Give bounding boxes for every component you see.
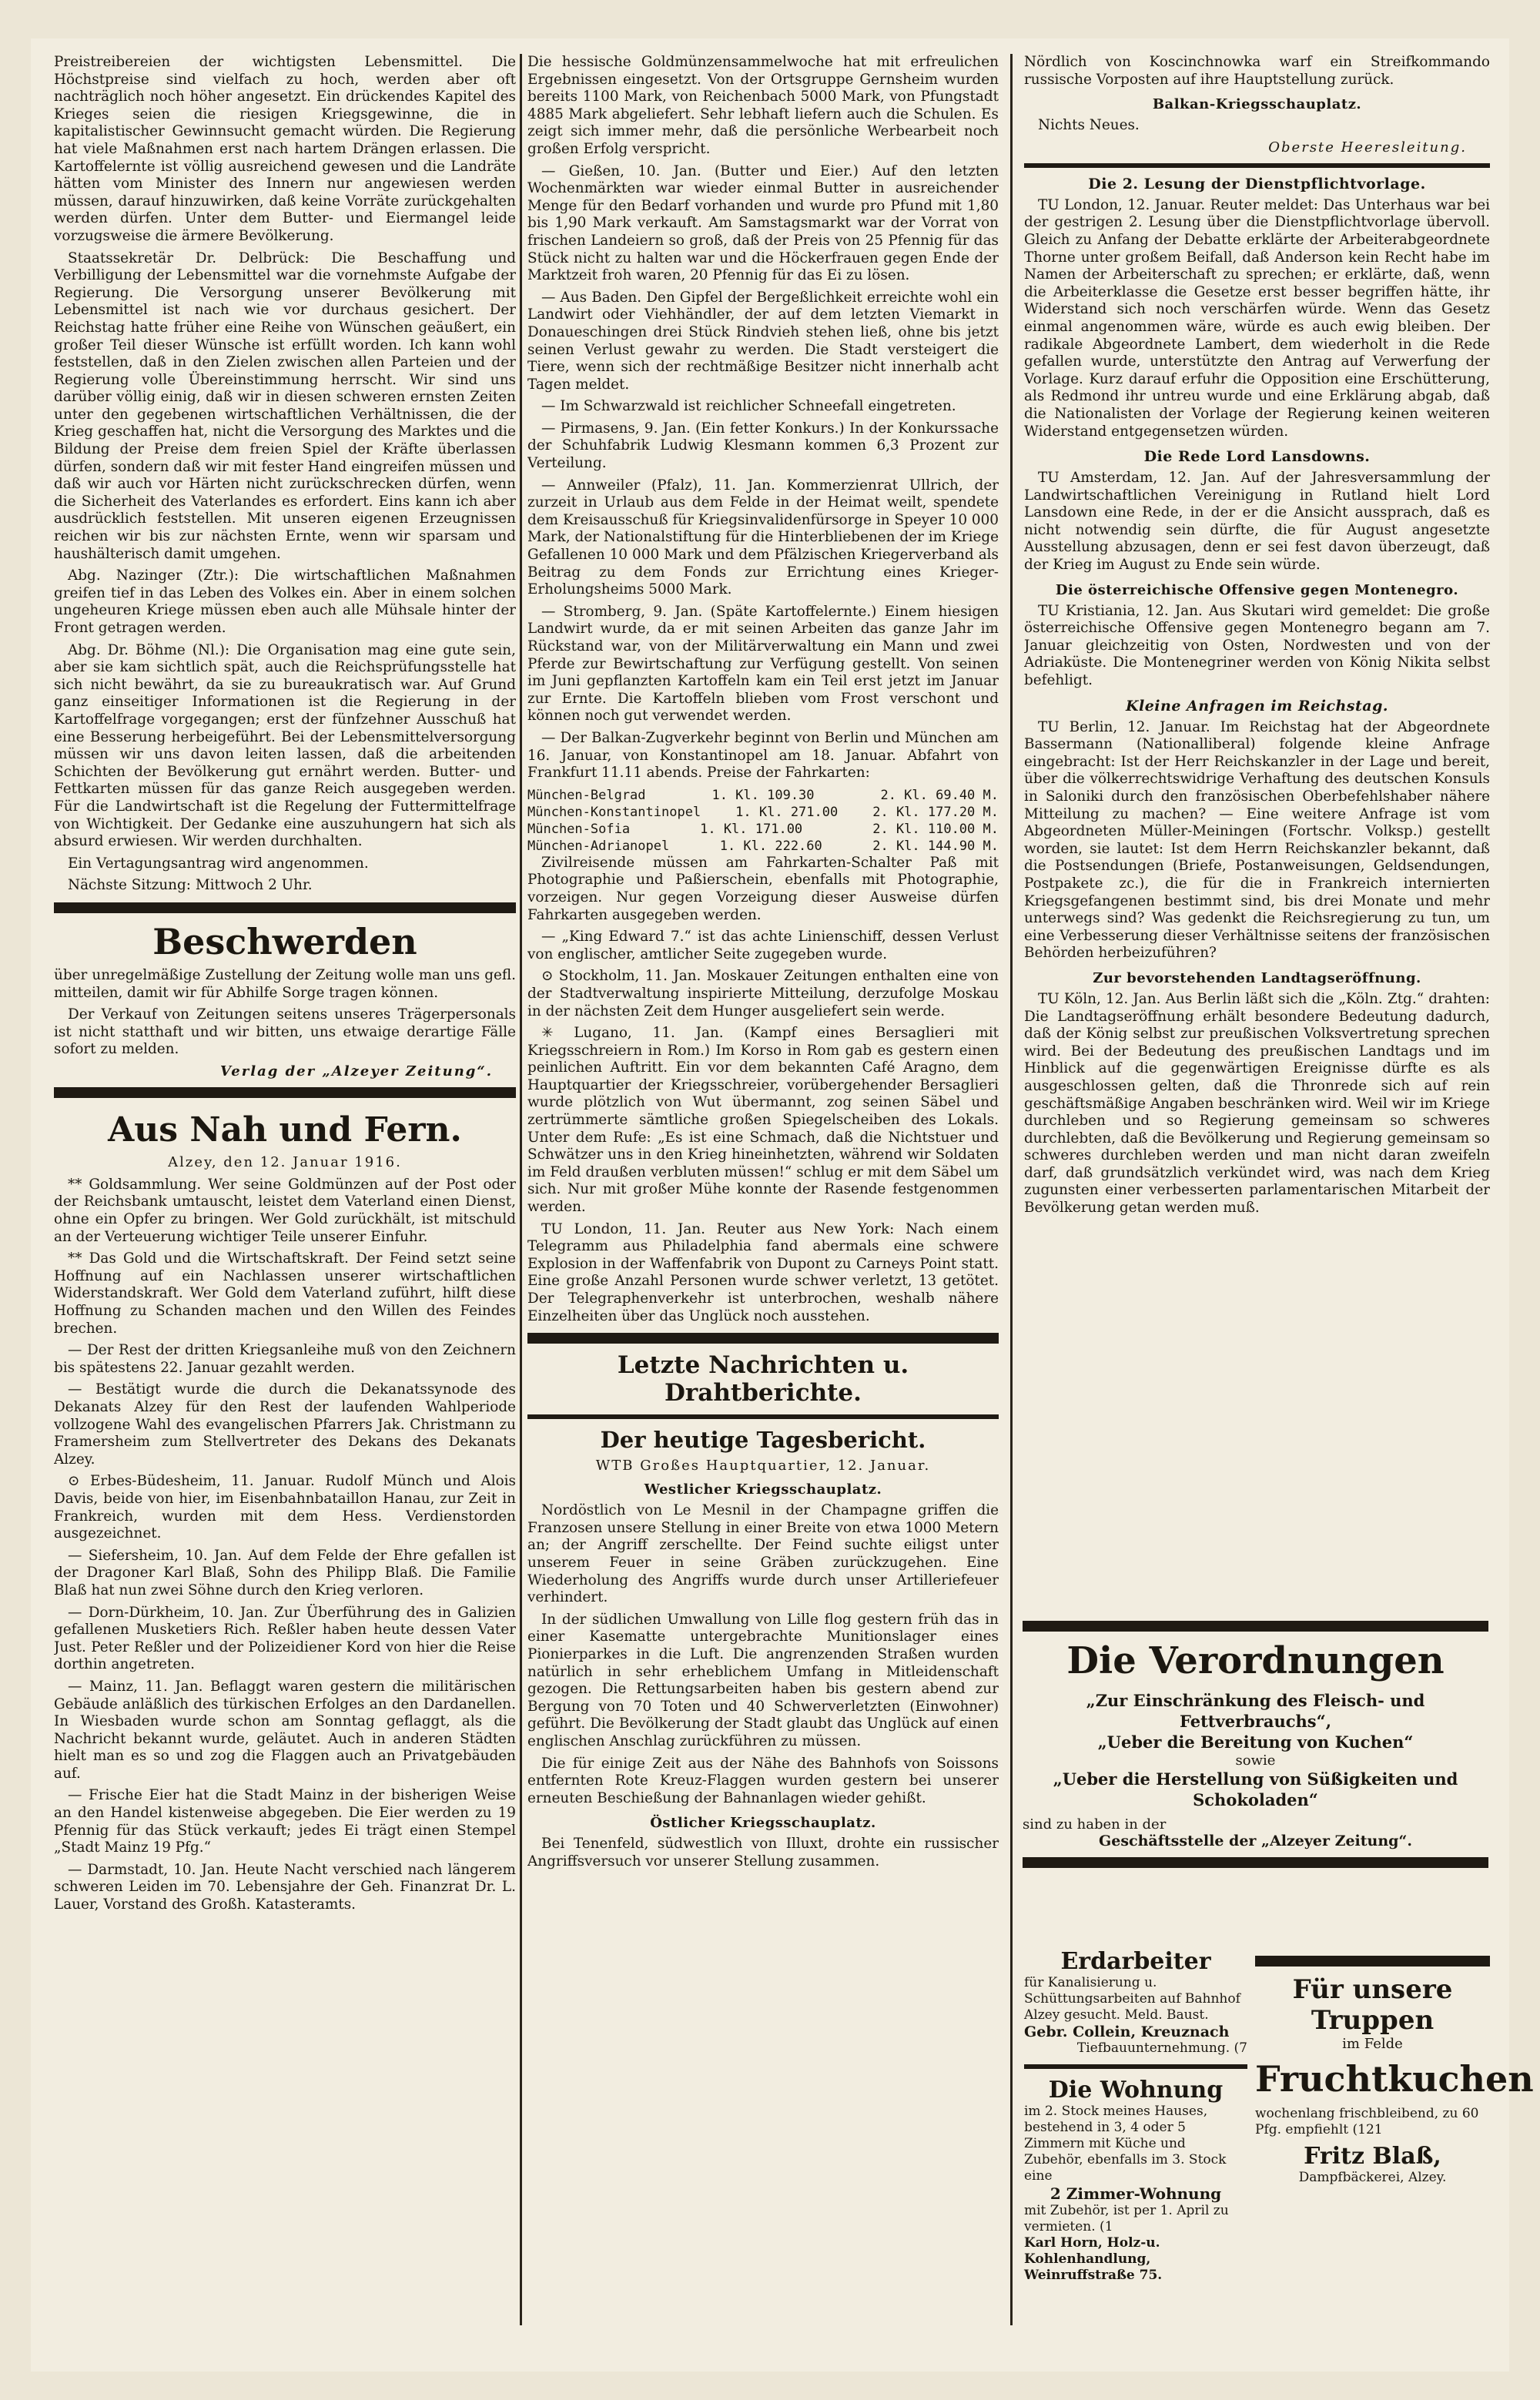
news-item: Nördlich von Koscinchnowka warf ein Streifkommando russische Vorposten auf ihre Hauptstellung zurück. — [1024, 54, 1490, 88]
news-item: TU London, 11. Jan. Reuter aus New York: Nach einem Telegramm aus Philadelphia fand abermals eine schwere Explosion in der Waffenfabrik von Dupont zu Carneys Point statt. Eine große Anzahl Personen wurde schwer verletzt, 13 getötet. Der Telegraphenverkehr ist unterbrochen, weshalb nähere Einzelheiten über das Unglück noch ausstehen. — [527, 1220, 999, 1324]
news-item: — Mainz, 11. Jan. Beflaggt waren gestern die militärischen Gebäude anläßlich des türkischen Erfolges an den Dardanellen. In Wiesbaden wurde schon am Sonntag geflaggt, als die Nachricht bekannt wurde, geläutet. Auch in anderen Städten hielt man es so und zog die Flaggen auch an Privatgebäuden auf. — [54, 1678, 516, 1782]
verordnung-item: „Ueber die Herstellung von Süßigkeiten und Schokoladen“ — [1053, 1769, 1458, 1809]
article-paragraph: Abg. Dr. Böhme (Nl.): Die Organisation mag eine gute sein, aber sie kam sichtlich spät, auch die Reichsprüfungsstelle hat sich nicht bewährt, da sie zu bureaukratisch war. Auf Grund ganz einseitiger Informationen ist die Regierung in der Kartoffelfrage vorgegangen; erst der fünfzehner Ausschuß hat eine Besserung herbeigeführt. Bei der Lebensmittelversorgung müssen wir uns davon leiten lassen, daß die arbeitenden Schichten der Bevölkerung gut ernährt werden. Butter- und Fettkarten müssen für das ganze Reich ausgegeben werden. Für die Landwirtschaft ist die Regelung der Futtermittelfrage von Wichtigkeit. Der Gedanke eine auszuhungern hat sich als absurd erwiesen. Wir werden durchhalten. — [54, 641, 516, 850]
news-item: In der südlichen Umwallung von Lille flog gestern früh das in einer Kasematte untergebrachte Munitionslager eines Pionierparkes in die Luft. Die angrenzenden Straßen wurden natürlich in sehr erheblichem Umfang in Mitleidenschaft gezogen. Die Rettungsarbeiten haben bis gestern abend zur Bergung von 70 Toten und 40 Schwerverletzten (Einwohner) geführt. Die Bevölkerung der Stadt glaubt das Unglück auf einen englischen Anschlag zurückführen zu müssen. — [527, 1611, 999, 1749]
fare-row: München-Belgrad 1. Kl. 109.30 2. Kl. 69.40 M. — [527, 787, 999, 803]
divider — [1024, 2064, 1247, 2069]
article-paragraph: Nächste Sitzung: Mittwoch 2 Uhr. — [68, 877, 313, 894]
section-heading: Die Rede Lord Lansdowns. — [1143, 448, 1371, 466]
divider — [1023, 1857, 1488, 1868]
section-heading: Kleine Anfragen im Reichstag. — [1125, 697, 1388, 715]
news-item: — Stromberg, 9. Jan. (Späte Kartoffelernte.) Einem hiesigen Landwirt wurde, da er mit seinen Arbeiten das ganze Jahr im Rückstand war, von der Militärverwaltung ein Mann und zwei Pferde zur Bewirtschaftung zur Verfügung gestellt. Von seinen im Juni gepflanzten Kartoffeln kam ein Teil erst jetzt im Januar zur Ernte. Die Kartoffeln blieben vom Frost verschont und können noch gut verwendet werden. — [527, 603, 999, 725]
beschwerden-text: über unregelmäßige Zustellung der Zeitung wolle man uns gefl. mitteilen, damit wir für Abhilfe Sorge tragen können. — [54, 966, 516, 1001]
news-item: TU Berlin, 12. Januar. Im Reichstag hat der Abgeordnete Bassermann (Nationalliberal) folgende kleine Anfrage eingebracht: Ist der Herr Reichskanzler in der Lage und bereit, über die völkerrechtswidrige Verhaftung des deutschen Konsuls in Saloniki durch den französischen Oberbefehlshaber nähere Mitteilung zu machen? — Eine weitere Anfrage ist vom Abgeordneten Müller-Meiningen (Fortschr. Volksp.) gestellt worden, sie lautet: Ist dem Herrn Reichskanzler bekannt, daß die Postsendungen (Briefe, Postanweisungen, Geldsendungen, Postpakete zc.), die für die in Frankreich internierten Kriegsgefangenen bestimmt sind, bis drei Monate und mehr unterwegs sind? Was gedenkt die Reichsregierung zu tun, um eine Verbesserung dieser Verhältnisse seitens der französischen Behörden herbeizuführen? — [1024, 718, 1490, 962]
news-item: ** Goldsammlung. Wer seine Goldmünzen auf der Post oder der Reichsbank umtauscht, leistet dem Vaterland einen Dienst, ohne ein Opfer zu bringen. Wer Gold zurückhält, ist mitschuld an der Verteuerung wichtiger Teile unserer Einfuhr. — [54, 1176, 516, 1245]
dateline: WTB Großes Hauptquartier, 12. Januar. — [595, 1458, 931, 1474]
ad-highlight: 2 Zimmer-Wohnung — [1050, 2184, 1222, 2203]
divider — [1024, 163, 1490, 168]
fruchtkuchen-ad — [1255, 1948, 1534, 2186]
ad-text: im 2. Stock meines Hauses, bestehend in 3, 4 oder 5 Zimmern mit Küche und Zubehör, ebenfalls im 3. Stock eine — [1024, 2104, 1227, 2184]
news-item: Die hessische Goldmünzensammelwoche hat mit erfreulichen Ergebnissen eingesetzt. Von der Ortsgruppe Gernsheim wurden bereits 1100 Mark, von Reichenbach 5000 Mark, von Pfungstadt 4885 Mark abgeliefert. Sehr lebhaft liefern auch die Schulen. Es zeigt sich immer mehr, daß die persönliche Werbearbeit noch großen Erfolg verspricht. — [527, 54, 999, 157]
ad-name: Karl Horn, Holz-u. Kohlenhandlung, Weinruffstraße 75. — [1024, 2235, 1163, 2283]
column-1 — [54, 54, 516, 1919]
news-item: — Annweiler (Pfalz), 11. Jan. Kommerzienrat Ullrich, der zurzeit in Urlaub aus dem Felde in der Heimat weilt, spendete dem Kreisausschuß für Kriegsinvalidenfürsorge in Speyer 10 000 Mark, der Nationalstiftung für die Hinterbliebenen der im Kriege Gefallenen 10 000 Mark und dem Pfälzischen Kriegerverband als Beitrag zu dem Fonds zur Errichtung eines Krieger-Erholungsheims 5000 Mark. — [527, 477, 999, 598]
ad-text: für Kanalisierung u. Schüttungsarbeiten auf Bahnhof Alzey gesucht. Meld. Baust. — [1024, 1975, 1240, 2023]
verordnung-item: „Zur Einschränkung des Fleisch- und Fettverbrauchs“, — [1086, 1691, 1425, 1731]
news-item: — Frische Eier hat die Stadt Mainz in der bisherigen Weise an den Handel kistenweise abgegeben. Die Eier werden zu 19 Pfennig für das Stück verkauft; jedes Ei trägt einen Stempel „Stadt Mainz 19 Pfg.“ — [54, 1787, 516, 1856]
signature: Oberste Heeresleitung. — [1268, 139, 1467, 156]
news-item: Bei Tenenfeld, südwestlich von Illuxt, drohte ein russischer Angriffsversuch vor unserer Stellung zusammen. — [527, 1836, 999, 1869]
news-item: ✳ Lugano, 11. Jan. (Kampf eines Bersaglieri mit Kriegsschreiern in Rom.) Im Korso in Rom gab es gestern einen peinlichen Auftritt. Ein vor dem bekannten Café Aragno, dem Hauptquartier der Kriegsschreier, vorübergehender Bersaglieri wurde plötzlich von Wut übermannt, zog seinen Säbel und zertrümmerte sämtliche großen Spiegelscheiben des Lokals. Unter dem Rufe: „Es ist eine Schmach, daß die Nichtstuer und Schwätzer uns in den Krieg hineinhetzten, während wir Soldaten im Feld draußen verbluten müssen!“ schlug er mit dem Säbel um sich. Nur mit großer Mühe konnte der Rasende festgenommen werden. — [527, 1025, 999, 1216]
divider — [527, 1414, 999, 1419]
news-item: ⊙ Stockholm, 11. Jan. Moskauer Zeitungen enthalten eine von der Stadtverwaltung inspirierte Mitteilung, derzufolge Moskau in der nächsten Zeit dem Hunger ausgeliefert sein werde. — [527, 968, 999, 1019]
news-item: Die für einige Zeit aus der Nähe des Bahnhofs von Soissons entfernten Rote Kreuz-Flaggen wurden gestern bei unserer erneuten Beschießung der Bahnanlagen wieder gehißt. — [527, 1755, 999, 1806]
column-3 — [1024, 54, 1490, 1632]
article-paragraph: Staatssekretär Dr. Delbrück: Die Beschaffung und Verbilligung der Lebensmittel war die vornehmste Aufgabe der Regierung. Die Versorgung unserer Bevölkerung mit Lebensmittel ist nach wie vor durchaus gesichert. Der Reichstag hatte früher eine Reihe von Wünschen geäußert, ein großer Teil dieser Wünsche ist erfüllt worden. Ich kann wohl feststellen, daß in den Zielen zwischen allen Parteien und der Regierung volle Übereinstimmung herrscht. Wir sind uns darüber völlig einig, daß wir in diesen schweren ernsten Zeiten unter den gegebenen wirtschaftlichen Verhältnissen, die der Krieg geschaffen hat, nicht die Versorgung des Marktes und die Bildung der Preise dem freien Spiel der Kräfte überlassen dürfen, sondern daß wir mit fester Hand eingreifen müssen und daß wir auch vor Härten nicht zurückschrecken dürfen, wenn die Sicherheit des Vaterlandes es erfordert. Eins kann ich aber ausdrücklich feststellen. Mit unseren eigenen Erzeugnissen reichen wir bis zur nächsten Ernte, wenn wir sparsam und haushälterisch damit umgehen. — [54, 249, 516, 562]
ad-title: Erdarbeiter — [1060, 1948, 1211, 1975]
ad-text: mit Zubehör, ist per 1. April zu vermieten. (1 — [1024, 2203, 1229, 2234]
news-item: — Siefersheim, 10. Jan. Auf dem Felde der Ehre gefallen ist der Dragoner Karl Blaß, Sohn des Philipp Blaß. Die Familie Blaß hat nun zwei Söhne durch den Krieg verloren. — [54, 1547, 516, 1598]
news-item: — „King Edward 7.“ ist das achte Linienschiff, dessen Verlust von englischer, amtlicher Seite zugegeben wurde. — [527, 929, 999, 962]
ad-sub: im Felde — [1342, 2036, 1403, 2052]
ad-sub: Dampfbäckerei, Alzey. — [1298, 2170, 1447, 2185]
section-heading: Östlicher Kriegsschauplatz. — [650, 1815, 876, 1832]
nah-fern-title: Aus Nah und Fern. — [108, 1110, 462, 1150]
fare-table — [527, 787, 999, 855]
article-paragraph: Ein Vertagungsantrag wird angenommen. — [68, 855, 369, 872]
beschwerden-title: Beschwerden — [152, 920, 417, 962]
ad-text: wochenlang frischbleibend, zu 60 Pfg. empfiehlt (121 — [1255, 2106, 1479, 2137]
news-item: — Der Balkan-Zugverkehr beginnt von Berlin und München am 16. Januar, von Konstantinopel am 18. Januar. Abfahrt von Frankfurt 11.11 abends. Preise der Fahrkarten: — [527, 729, 999, 782]
news-item: TU London, 12. Januar. Reuter meldet: Das Unterhaus war bei der gestrigen 2. Lesung über die Dienstpflichtvorlage übervoll. Gleich zu Anfang der Debatte erklärte der Arbeiterabgeordnete Thorne unter großem Beifall, daß Anderson kein Recht habe im Namen der Arbeiterschaft zu sprechen; er erklärte, daß, wenn die Arbeiterklasse die Gesetze erst besser begriffen hätte, ihr Widerstand sich noch verschärfen würde. Wenn das Gesetz einmal angenommen wäre, würde es auch ewig bleiben. Der radikale Abgeordnete Lambert, dem wiederholt in die Rede gefallen wurde, unterstützte den Antrag auf Verwerfung der Vorlage. Kurz darauf erfuhr die Opposition eine Erschütterung, als Redmond ihr untreu wurde und eine Erklärung abgab, daß die Nationalisten der Vorlage der Regierung keinen weiteren Widerstand entgegensetzen würden. — [1024, 196, 1490, 440]
ad-title: Für unsere Truppen — [1292, 1974, 1453, 2036]
news-item: — Dorn-Dürkheim, 10. Jan. Zur Überführung des in Galizien gefallenen Musketiers Rich. Reßler haben heute dessen Vater Just. Peter Reßler und der Polizeidiener Kord von hier die Reise dorthin angetreten. — [54, 1604, 516, 1673]
verkauf-text: Der Verkauf von Zeitungen seitens unseres Trägerpersonals ist nicht statthaft und wir bitten, uns etwaige derartige Fälle sofort zu melden. — [54, 1006, 516, 1058]
news-item: ⊙ Erbes-Büdesheim, 11. Januar. Rudolf Münch und Alois Davis, beide von hier, im Eisenbahnbataillon Hanau, zur Zeit in Frankreich, wurden mit dem Hess. Verdienstorden ausgezeichnet. — [54, 1473, 516, 1542]
verordnung-item: „Ueber die Bereitung von Kuchen“ — [1097, 1732, 1414, 1752]
section-heading: Westlicher Kriegsschauplatz. — [644, 1481, 882, 1498]
divider — [527, 1333, 999, 1344]
verordnungen-ad — [1023, 1613, 1488, 1944]
column-rule — [1010, 54, 1013, 2325]
news-item: — Im Schwarzwald ist reichlicher Schneefall eingetreten. — [541, 398, 956, 415]
column-2 — [527, 54, 999, 1875]
verordnung-sowie: sowie — [1235, 1752, 1276, 1769]
verlag-signature: Verlag der „Alzeyer Zeitung“. — [219, 1063, 493, 1079]
ad-title: Fruchtkuchen — [1255, 2058, 1534, 2100]
letzte-nachrichten-title: Letzte Nachrichten u. Drahtberichte. — [617, 1351, 909, 1408]
article-paragraph: Preistreibereien der wichtigsten Lebensmittel. Die Höchstpreise sind vielfach zu hoch, werden aber oft nachträglich noch höher angesetzt. Ein drückendes Kapitel des Krieges seien die riesigen Kriegsgewinne, die in kapitalistischer Gewinnsucht gemacht würden. Die Regierung hat viele Maßnahmen erst nach hartem Drängen erlassen. Die Kartoffelernte ist völlig ausreichend gewesen und die Landräte hätten vom Minister des Innern nur angewiesen werden müssen, darauf hinzuwirken, daß keine Vorräte zurückgehalten werden dürfen. Unter dem Butter- und Eiermangel leide vorzugsweise die ärmere Bevölkerung. — [54, 54, 516, 244]
fare-row: München-Konstantinopel 1. Kl. 271.00 2. Kl. 177.20 M. — [527, 804, 999, 820]
section-heading: Die 2. Lesung der Dienstpflichtvorlage. — [1088, 175, 1426, 192]
verordnung-place: Geschäftsstelle der „Alzeyer Zeitung“. — [1099, 1833, 1412, 1849]
dateline: Alzey, den 12. Januar 1916. — [168, 1153, 402, 1170]
section-heading: Die österreichische Offensive gegen Montenegro. — [1055, 581, 1459, 598]
ad-sub: Tiefbauunternehmung. (7 — [1076, 2040, 1247, 2056]
tagesbericht-title: Der heutige Tagesbericht. — [600, 1427, 926, 1454]
section-heading: Zur bevorstehenden Landtagseröffnung. — [1093, 969, 1421, 986]
news-item: — Darmstadt, 10. Jan. Heute Nacht verschied nach längerem schweren Leiden im 70. Lebensjahre der Geh. Finanzrat Dr. L. Lauer, Vorstand des Großh. Katasteramts. — [54, 1861, 516, 1913]
verordnungen-title: Die Verordnungen — [1066, 1639, 1445, 1682]
column-rule — [520, 54, 522, 2325]
divider — [1023, 1621, 1488, 1632]
news-item: ** Das Gold und die Wirtschaftskraft. Der Feind setzt seine Hoffnung auf ein Nachlassen unserer wirtschaftlichen Widerstandskraft. Wer Gold dem Vaterland zuführt, hilft diese Hoffnung zu Schanden machen und den Willen des Feindes brechen. — [54, 1250, 516, 1337]
news-item: TU Amsterdam, 12. Jan. Auf der Jahresversammlung der Landwirtschaftlichen Vereinigung in Rutland hielt Lord Lansdown eine Rede, in der er die Ansicht aussprach, daß es nicht notwendig sein dürfte, die für August angesetzte Ausstellung abzusagen, denn er sei fest davon überzeugt, daß der Krieg im August zu Ende sein würde. — [1024, 470, 1490, 574]
ad-name: Fritz Blaß, — [1304, 2143, 1441, 2170]
fare-row: München-Adrianopel 1. Kl. 222.60 2. Kl. 144.90 M. — [527, 838, 999, 854]
news-item: Nordöstlich von Le Mesnil in der Champagne griffen die Franzosen unsere Stellung in einer Breite von etwa 1000 Metern an; der Angriff zerschellte. Der Feind suchte eiligst unter unserem Feuer in seine Gräben zurückzugehen. Eine Wiederholung des Angriffs wurde durch unser Artilleriefeuer verhindert. — [527, 1502, 999, 1606]
news-item: — Der Rest der dritten Kriegsanleihe muß von den Zeichnern bis spätestens 22. Januar gezahlt werden. — [54, 1342, 516, 1376]
ad-firm: Gebr. Collein, Kreuznach — [1024, 2023, 1230, 2040]
divider — [54, 1087, 516, 1098]
news-item: Nichts Neues. — [1038, 117, 1140, 134]
news-item: — Pirmasens, 9. Jan. (Ein fetter Konkurs.) In der Konkurssache der Schuhfabrik Ludwig Klesmann kommen 6,3 Prozent zur Verteilung. — [527, 420, 999, 472]
erdarbeiter-ad — [1024, 1948, 1247, 2284]
article-paragraph: Abg. Nazinger (Ztr.): Die wirtschaftlichen Maßnahmen greifen tief in das Leben des Volkes ein. Aber in einem solchen ungeheuren Kriege müssen eben auch alle Mühsale hinter der Front getragen werden. — [54, 567, 516, 636]
news-item: Zivilreisende müssen am Fahrkarten-Schalter Paß mit Photographie und Paßierschein, ebenfalls mit Photographie, vorzeigen. Nur gegen Vorzeigung dieser Ausweise dürfen Fahrkarten ausgegeben werden. — [527, 854, 999, 923]
divider — [54, 902, 516, 913]
verordnung-text: sind zu haben in der — [1023, 1816, 1167, 1833]
news-item: TU Kristiania, 12. Jan. Aus Skutari wird gemeldet: Die große österreichische Offensive gegen Montenegro begann am 7. Januar gleichzeitig von Osten, Nordwesten und von der Adriaküste. Die Montenegriner werden von König Nikita selbst befehligt. — [1024, 602, 1490, 689]
divider — [1255, 1956, 1490, 1967]
section-heading: Balkan-Kriegsschauplatz. — [1152, 96, 1362, 113]
fare-row: München-Sofia 1. Kl. 171.00 2. Kl. 110.00 M. — [527, 821, 999, 837]
news-item: — Bestätigt wurde die durch die Dekanatssynode des Dekanats Alzey für den Rest der laufenden Wahlperiode vollzogene Wahl des evangelischen Pfarrers Jak. Christmann zu Framersheim zum Stellvertreter des Dekans des Dekanats Alzey. — [54, 1381, 516, 1468]
news-item: — Gießen, 10. Jan. (Butter und Eier.) Auf den letzten Wochenmärkten war wieder einmal Butter in ausreichender Menge für den Bedarf vorhanden und wurde pro Pfund mit 1,80 bis 1,90 Mark verkauft. Am Samstagsmarkt war der Vorrat von frischen Landeiern so groß, daß der Preis von 25 Pfennig für das Stück nicht zu halten war und die Höckerfrauen gegen Ende der Marktzeit froh waren, 20 Pfennig für das Ei zu lösen. — [527, 162, 999, 284]
news-item: — Aus Baden. Den Gipfel der Bergeßlichkeit erreichte wohl ein Landwirt oder Viehhändler, der auf dem letzten Viemarkt in Donaueschingen drei Stück Rindvieh stehen ließ, ohne bis jetzt seinen Verlust gewahr zu werden. Die Stadt versteigert die Tiere, wenn sich der rechtmäßige Besitzer nicht innerhalb acht Tagen meldet. — [527, 289, 999, 393]
ad-title: Die Wohnung — [1048, 2077, 1224, 2104]
news-item: TU Köln, 12. Jan. Aus Berlin läßt sich die „Köln. Ztg.“ drahten: Die Landtagseröffnung erhält besondere Bedeutung dadurch, daß der König selbst zur preußischen Volksvertretung sprechen wird. Bei der Bedeutung des preußischen Landtags und im Hinblick auf die gegenwärtigen Ereignisse dürfte es als ausgeschlossen gelten, daß die Thronrede sich auf rein geschäftsmäßige Angaben beschränken wird. Weil wir im Kriege durchleben und so Regierung gemeinsam so schweres durchlebten, daß die Bevölkerung und Regierung gemeinsam so schweres durchleben werden und man nicht daran zweifeln darf, daß grundsätzlich verkündet wird, was nach dem Krieg zugunsten einer verbesserten parlamentarischen Mitarbeit der Bevölkerung getan werden muß. — [1024, 990, 1490, 1217]
